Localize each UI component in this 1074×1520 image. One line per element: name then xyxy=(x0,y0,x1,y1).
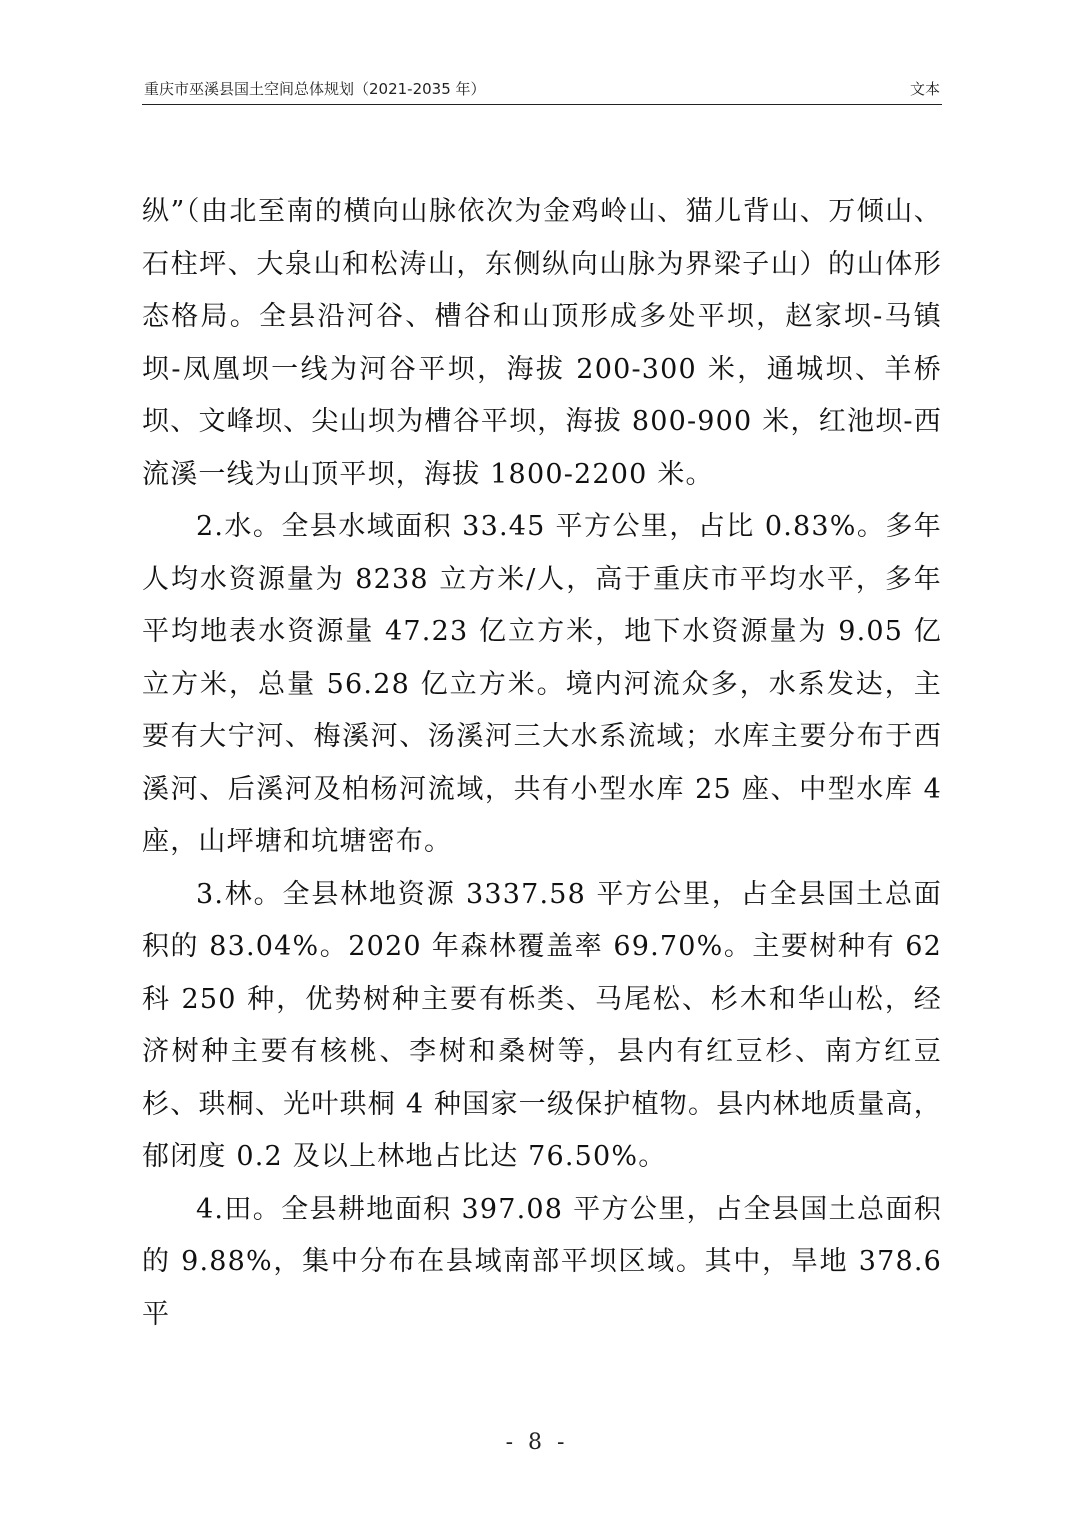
paragraph-farmland: 4.田。全县耕地面积 397.08 平方公里，占全县国土总面积的 9.88%，集中分布在县域南部平坝区域。其中，旱地 378.6 平 xyxy=(142,1193,942,1330)
body-text xyxy=(142,186,942,1341)
document-title: 重庆市巫溪县国土空间总体规划（2021-2035 年） xyxy=(144,80,486,98)
paragraph-water: 2.水。全县水域面积 33.45 平方公里，占比 0.83%。多年人均水资源量为 8238 立方米/人，高于重庆市平均水平，多年平均地表水资源量 47.23 亿立方米，地下水资源量为 9.05 亿立方米，总量 56.28 亿立方米。境内河流众多，水系发达，主要有大宁河、梅溪河、汤溪河三大水系流域；水库主要分布于西溪河、后溪河及柏杨河流域，共有小型水库 25 座、中型水库 4 座，山坪塘和坑塘密布。 xyxy=(142,511,942,857)
paragraph-forest: 3.林。全县林地资源 3337.58 平方公里，占全县国土总面积的 83.04%。2020 年森林覆盖率 69.70%。主要树种有 62 科 250 种，优势树种主要有栎类、马尾松、杉木和华山松，经济树种主要有核桃、李树和桑树等，县内有红豆杉、南方红豆杉、珙桐、光叶珙桐 4 种国家一级保护植物。县内林地质量高，郁闭度 0.2 及以上林地占比达 76.50%。 xyxy=(142,878,942,1172)
paragraph-terrain-continued: 纵”（由北至南的横向山脉依次为金鸡岭山、猫儿背山、万倾山、石柱坪、大泉山和松涛山，东侧纵向山脉为界梁子山）的山体形态格局。全县沿河谷、槽谷和山顶形成多处平坝，赵家坝-马镇坝-凤凰坝一线为河谷平坝，海拔 200-300 米，通城坝、羊桥坝、文峰坝、尖山坝为槽谷平坝，海拔 800-900 米，红池坝-西流溪一线为山顶平坝，海拔 1800-2200 米。 xyxy=(142,196,942,490)
page-number: - 8 - xyxy=(505,1430,569,1455)
section-label: 文本 xyxy=(909,80,940,98)
page-header xyxy=(142,76,942,105)
